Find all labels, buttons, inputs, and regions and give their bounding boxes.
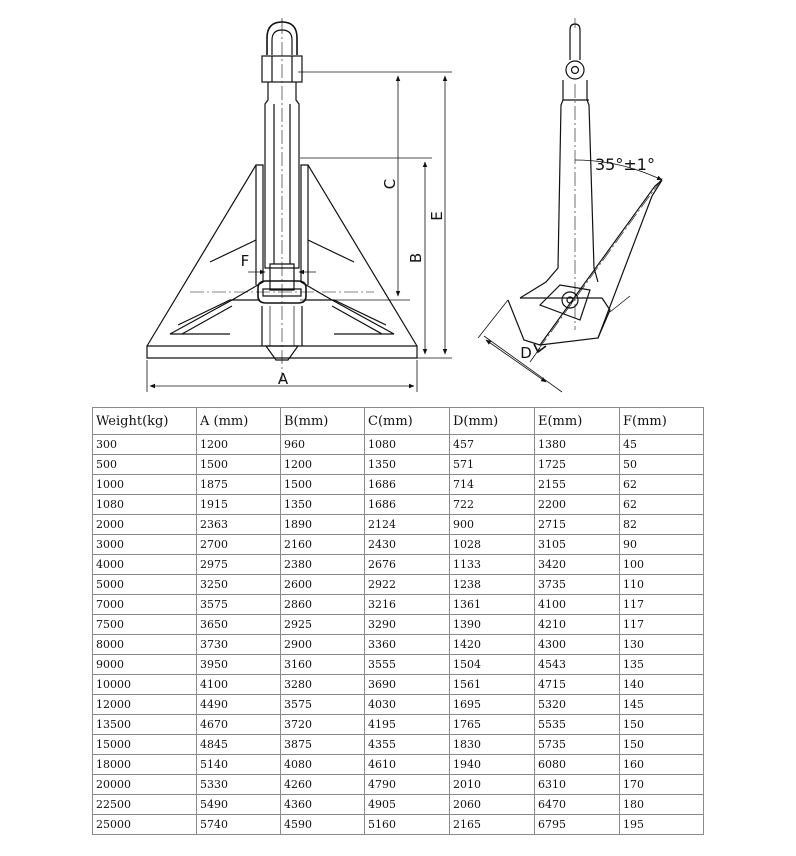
table-cell: 2200 [535,495,620,515]
table-cell: 1238 [450,575,535,595]
side-shank [520,80,598,330]
table-row [93,515,704,535]
table-cell: 4260 [281,775,365,795]
table-row [93,575,704,595]
table-cell: 6470 [535,795,620,815]
table-cell: 5140 [197,755,281,775]
table-cell: 8000 [93,635,197,655]
table-cell: 2600 [281,575,365,595]
table-cell: 4210 [535,615,620,635]
table-cell: 4100 [197,675,281,695]
table-cell: 2060 [450,795,535,815]
table-cell: 3575 [197,595,281,615]
table-cell: 100 [620,555,704,575]
table-cell: 117 [620,595,704,615]
table-cell: 25000 [93,815,197,835]
table-cell: 4100 [535,595,620,615]
table-cell: 500 [93,455,197,475]
table-cell: 4543 [535,655,620,675]
table-cell: 5735 [535,735,620,755]
anchor-drawing [0,0,796,400]
label-d: D [520,344,532,362]
table-body [93,435,704,835]
table-cell: 1686 [365,475,450,495]
table-cell: 82 [620,515,704,535]
table-cell: 2363 [197,515,281,535]
table-cell: 4360 [281,795,365,815]
table-cell: 1000 [93,475,197,495]
table-row [93,535,704,555]
table-cell: 110 [620,575,704,595]
table-cell: 3250 [197,575,281,595]
table-cell: 1504 [450,655,535,675]
table-row [93,755,704,775]
side-dimension-lines [478,160,662,392]
table-cell: 2715 [535,515,620,535]
table-cell: 5330 [197,775,281,795]
side-shackle [566,18,584,79]
table-cell: 2010 [450,775,535,795]
table-cell: 1686 [365,495,450,515]
table-cell: 1875 [197,475,281,495]
table-cell: 150 [620,715,704,735]
table-cell: 300 [93,435,197,455]
table-cell: 2160 [281,535,365,555]
table-cell: 140 [620,675,704,695]
table-cell: 4590 [281,815,365,835]
table-cell: 13500 [93,715,197,735]
table-cell: 2380 [281,555,365,575]
side-fluke [508,176,664,352]
table-cell: 3420 [535,555,620,575]
table-cell: 900 [450,515,535,535]
table-cell: 2676 [365,555,450,575]
table-cell: 2000 [93,515,197,535]
table-cell: 4715 [535,675,620,695]
table-cell: 2975 [197,555,281,575]
table-row [93,775,704,795]
table-cell: 4845 [197,735,281,755]
table-cell: 2900 [281,635,365,655]
table-cell: 2124 [365,515,450,535]
table-cell: 571 [450,455,535,475]
table-cell: 3720 [281,715,365,735]
table-cell: 20000 [93,775,197,795]
table-row [93,675,704,695]
table-cell: 5490 [197,795,281,815]
table-cell: 1380 [535,435,620,455]
table-cell: 1830 [450,735,535,755]
table-row [93,655,704,675]
table-cell: 145 [620,695,704,715]
label-f: F [240,252,250,270]
table-cell: 5740 [197,815,281,835]
table-cell: 4670 [197,715,281,735]
table-cell: 4905 [365,795,450,815]
header-c: C(mm) [365,408,450,435]
table-cell: 5320 [535,695,620,715]
table-cell: 4080 [281,755,365,775]
table-cell: 1561 [450,675,535,695]
table-cell: 2922 [365,575,450,595]
table-cell: 1080 [93,495,197,515]
table-row [93,695,704,715]
table-cell: 180 [620,795,704,815]
table-row [93,455,704,475]
table-row [93,635,704,655]
table-row [93,815,704,835]
table-cell: 1390 [450,615,535,635]
table-cell: 1500 [281,475,365,495]
table-cell: 62 [620,495,704,515]
table-cell: 90 [620,535,704,555]
table-row [93,435,704,455]
table-cell: 2155 [535,475,620,495]
table-cell: 3360 [365,635,450,655]
table-cell: 3555 [365,655,450,675]
header-weight: Weight(kg) [93,408,197,435]
table-cell: 7500 [93,615,197,635]
label-e: E [428,211,446,221]
table-cell: 1200 [281,455,365,475]
table-cell: 3730 [197,635,281,655]
table-cell: 1080 [365,435,450,455]
table-row [93,735,704,755]
table-cell: 135 [620,655,704,675]
table-cell: 2925 [281,615,365,635]
table-cell: 3000 [93,535,197,555]
table-cell: 4790 [365,775,450,795]
table-cell: 1940 [450,755,535,775]
table-cell: 1420 [450,635,535,655]
table-cell: 1725 [535,455,620,475]
table-cell: 130 [620,635,704,655]
table-cell: 2165 [450,815,535,835]
table-cell: 1350 [365,455,450,475]
table-cell: 9000 [93,655,197,675]
table-cell: 117 [620,615,704,635]
table-cell: 3875 [281,735,365,755]
table-cell: 1200 [197,435,281,455]
table-cell: 1915 [197,495,281,515]
table-cell: 5160 [365,815,450,835]
header-f: F(mm) [620,408,704,435]
table-cell: 3105 [535,535,620,555]
header-e: E(mm) [535,408,620,435]
table-cell: 22500 [93,795,197,815]
table-cell: 4000 [93,555,197,575]
table-cell: 3650 [197,615,281,635]
header-a: A (mm) [197,408,281,435]
table-cell: 4490 [197,695,281,715]
table-cell: 2860 [281,595,365,615]
header-d: D(mm) [450,408,535,435]
table-header-row [93,408,704,435]
table-cell: 1765 [450,715,535,735]
table-cell: 50 [620,455,704,475]
label-c: C [381,178,399,190]
table-cell: 150 [620,735,704,755]
table-cell: 5000 [93,575,197,595]
table-cell: 3290 [365,615,450,635]
table-cell: 3280 [281,675,365,695]
table-cell: 714 [450,475,535,495]
table-cell: 195 [620,815,704,835]
table-cell: 7000 [93,595,197,615]
table-cell: 1133 [450,555,535,575]
table-cell: 160 [620,755,704,775]
side-view [478,18,664,392]
table-cell: 4030 [365,695,450,715]
table-cell: 2430 [365,535,450,555]
table-row [93,615,704,635]
table-cell: 3950 [197,655,281,675]
table-row [93,595,704,615]
table-cell: 4195 [365,715,450,735]
front-view [147,18,452,392]
table-cell: 2700 [197,535,281,555]
table-cell: 12000 [93,695,197,715]
specification-table [92,407,704,835]
table-row [93,495,704,515]
table-cell: 3690 [365,675,450,695]
table-cell: 1028 [450,535,535,555]
table-cell: 6080 [535,755,620,775]
table-cell: 1890 [281,515,365,535]
table-cell: 45 [620,435,704,455]
label-angle: 35°±1° [595,155,655,174]
label-a: A [277,370,289,388]
table-row [93,715,704,735]
table-cell: 4610 [365,755,450,775]
table-cell: 10000 [93,675,197,695]
table-row [93,555,704,575]
header-b: B(mm) [281,408,365,435]
table-cell: 5535 [535,715,620,735]
table-cell: 1350 [281,495,365,515]
table-cell: 1361 [450,595,535,615]
table-cell: 15000 [93,735,197,755]
table-cell: 457 [450,435,535,455]
table-cell: 1500 [197,455,281,475]
table-cell: 18000 [93,755,197,775]
table-cell: 6795 [535,815,620,835]
table-row [93,475,704,495]
table-cell: 62 [620,475,704,495]
table-cell: 6310 [535,775,620,795]
table-cell: 4300 [535,635,620,655]
table-cell: 1695 [450,695,535,715]
table-cell: 3160 [281,655,365,675]
table-cell: 3575 [281,695,365,715]
table-cell: 4355 [365,735,450,755]
table-cell: 722 [450,495,535,515]
table-cell: 960 [281,435,365,455]
table-cell: 3216 [365,595,450,615]
table-row [93,795,704,815]
label-b: B [407,252,425,264]
table-cell: 170 [620,775,704,795]
table-cell: 3735 [535,575,620,595]
